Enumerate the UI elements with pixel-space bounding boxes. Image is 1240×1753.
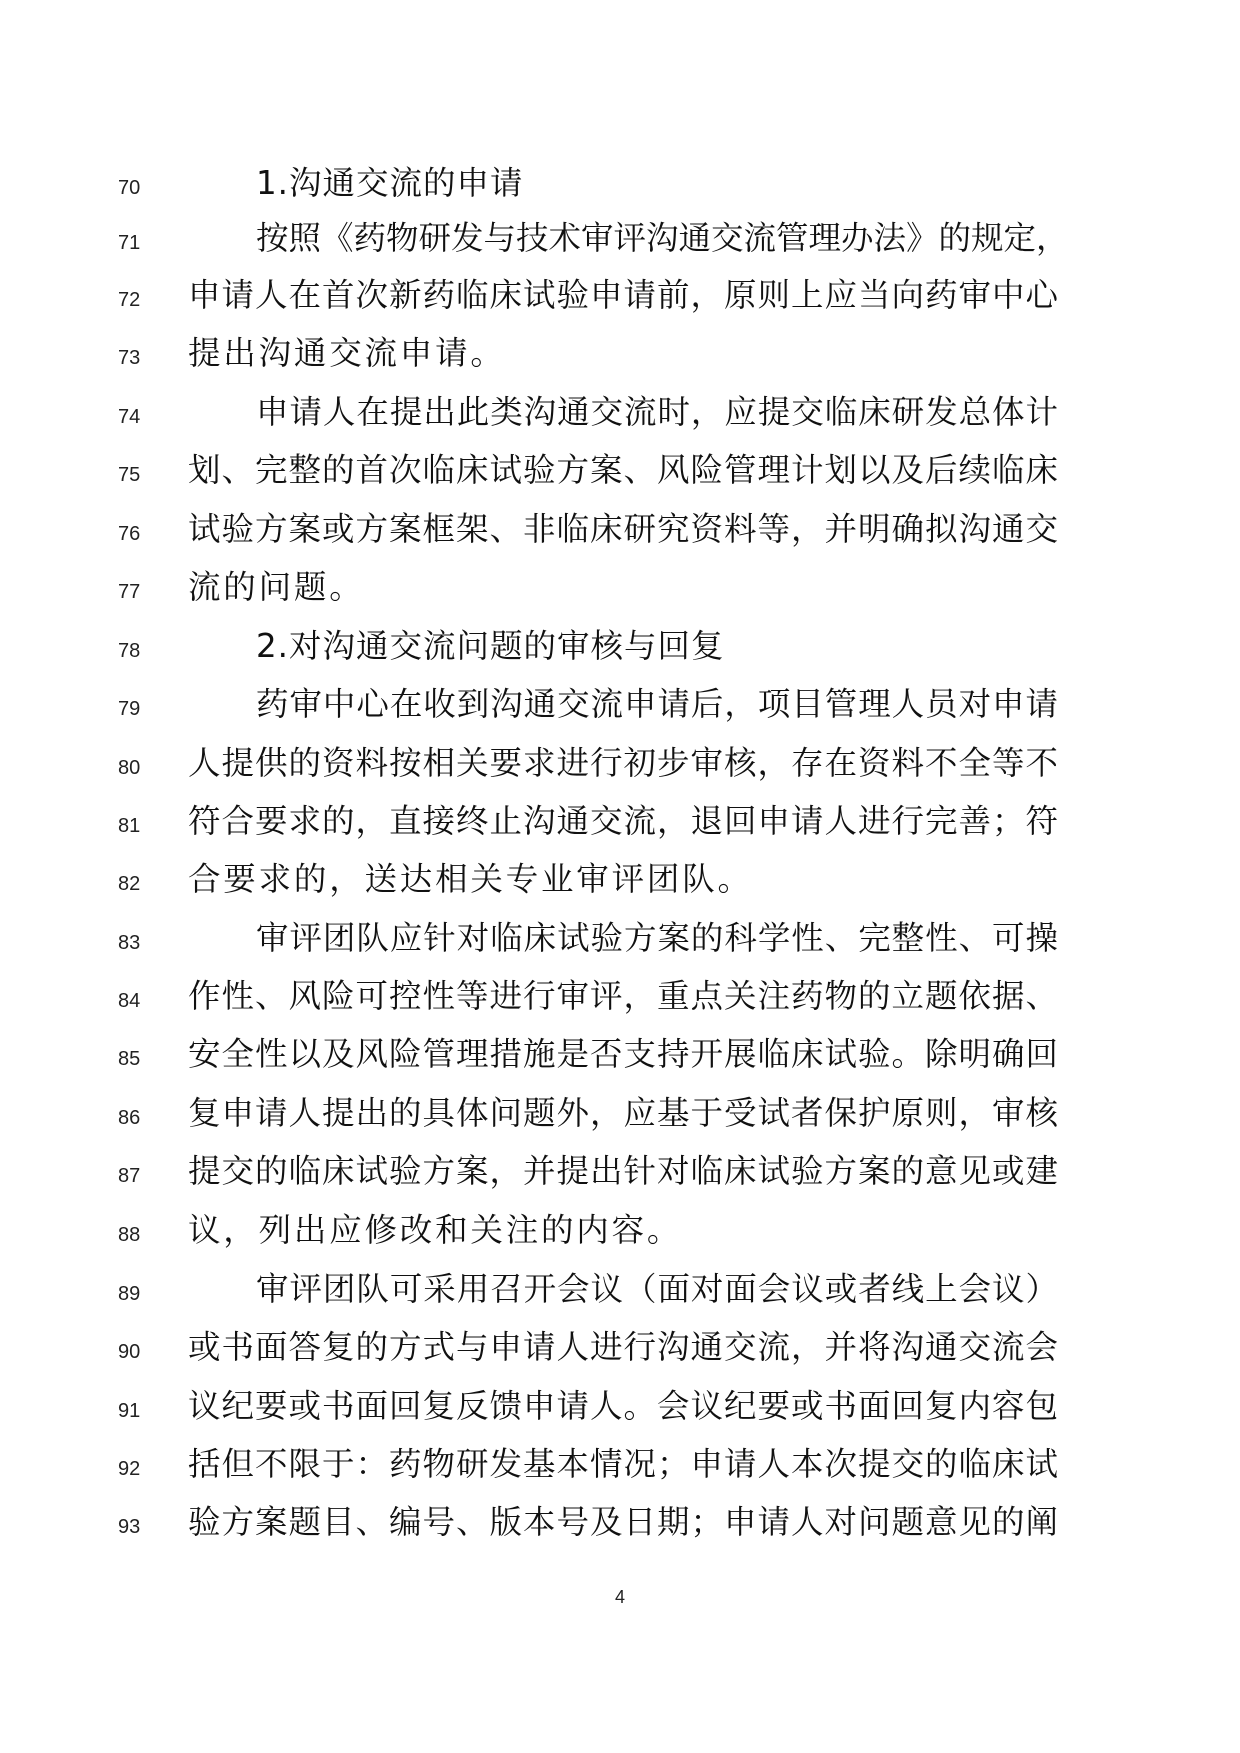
line-number: 80	[118, 757, 141, 779]
document-line-74	[0, 389, 1240, 439]
paragraph-line: 审评团队可采用召开会议（面对面会议或者线上会议）	[256, 1270, 1058, 1308]
document-line-92	[0, 1441, 1240, 1491]
line-number: 88	[118, 1224, 141, 1246]
line-number: 82	[118, 873, 141, 895]
document-line-75	[0, 447, 1240, 497]
page-number: 4	[614, 1587, 625, 1607]
document-line-80	[0, 740, 1240, 790]
line-number: 90	[118, 1341, 141, 1363]
document-line-79	[0, 681, 1240, 731]
document-line-76	[0, 506, 1240, 556]
paragraph-line: 申请人在首次新药临床试验申请前，原则上应当向药审中心	[188, 276, 1058, 314]
document-line-84	[0, 973, 1240, 1023]
document-line-77	[0, 564, 1240, 614]
line-number: 78	[118, 640, 141, 662]
line-number: 86	[118, 1107, 141, 1129]
line-number: 91	[118, 1400, 141, 1422]
paragraph-line: 作性、风险可控性等进行审评，重点关注药物的立题依据、	[188, 977, 1058, 1015]
section-heading: 1.沟通交流的申请	[256, 164, 524, 202]
paragraph-line: 议，列出应修改和关注的内容。	[188, 1211, 683, 1249]
paragraph-line: 审评团队应针对临床试验方案的科学性、完整性、可操	[256, 919, 1058, 957]
line-number: 87	[118, 1165, 141, 1187]
document-line-83	[0, 915, 1240, 965]
document-line-81	[0, 798, 1240, 848]
line-number: 72	[118, 289, 141, 311]
section-heading: 2.对沟通交流问题的审核与回复	[256, 627, 725, 665]
document-line-87	[0, 1148, 1240, 1198]
document-line-88	[0, 1207, 1240, 1257]
document-line-72	[0, 272, 1240, 322]
line-number: 81	[118, 815, 141, 837]
document-line-70	[0, 160, 1240, 210]
paragraph-line: 人提供的资料按相关要求进行初步审核，存在资料不全等不	[188, 744, 1058, 782]
paragraph-line: 复申请人提出的具体问题外，应基于受试者保护原则，审核	[188, 1094, 1058, 1132]
paragraph-line: 提交的临床试验方案，并提出针对临床试验方案的意见或建	[188, 1152, 1058, 1190]
line-number: 73	[118, 347, 141, 369]
document-line-89	[0, 1266, 1240, 1316]
paragraph-line: 流的问题。	[188, 568, 365, 606]
line-number: 84	[118, 990, 141, 1012]
line-number: 74	[118, 406, 141, 428]
line-number: 92	[118, 1458, 141, 1480]
line-number: 79	[118, 698, 141, 720]
line-number: 70	[118, 177, 141, 199]
line-number: 76	[118, 523, 141, 545]
paragraph-line: 安全性以及风险管理措施是否支持开展临床试验。除明确回	[188, 1035, 1058, 1073]
paragraph-line: 议纪要或书面回复反馈申请人。会议纪要或书面回复内容包	[188, 1387, 1058, 1425]
line-number: 77	[118, 581, 141, 603]
paragraph-line: 合要求的，送达相关专业审评团队。	[188, 860, 753, 898]
document-line-86	[0, 1090, 1240, 1140]
paragraph-line: 按照《药物研发与技术审评沟通交流管理办法》的规定，	[256, 219, 1069, 257]
line-number: 89	[118, 1283, 141, 1305]
paragraph-line: 括但不限于：药物研发基本情况；申请人本次提交的临床试	[188, 1445, 1058, 1483]
paragraph-line: 申请人在提出此类沟通交流时，应提交临床研发总体计	[256, 393, 1058, 431]
paragraph-line: 提出沟通交流申请。	[188, 334, 506, 372]
line-number: 93	[118, 1516, 141, 1538]
document-line-90	[0, 1324, 1240, 1374]
line-number: 85	[118, 1048, 141, 1070]
paragraph-line: 药审中心在收到沟通交流申请后，项目管理人员对申请	[256, 685, 1058, 723]
document-line-73	[0, 330, 1240, 380]
paragraph-line: 符合要求的，直接终止沟通交流，退回申请人进行完善；符	[188, 802, 1058, 840]
document-line-91	[0, 1383, 1240, 1433]
paragraph-line: 验方案题目、编号、版本号及日期；申请人对问题意见的阐	[188, 1503, 1058, 1541]
line-number: 83	[118, 932, 141, 954]
document-line-78	[0, 623, 1240, 673]
document-line-93	[0, 1499, 1240, 1549]
line-number: 71	[118, 232, 141, 254]
paragraph-line: 划、完整的首次临床试验方案、风险管理计划以及后续临床	[188, 451, 1058, 489]
paragraph-line: 或书面答复的方式与申请人进行沟通交流，并将沟通交流会	[188, 1328, 1058, 1366]
line-number: 75	[118, 464, 141, 486]
document-line-82	[0, 856, 1240, 906]
document-line-85	[0, 1031, 1240, 1081]
document-line-71	[0, 215, 1240, 265]
paragraph-line: 试验方案或方案框架、非临床研究资料等，并明确拟沟通交	[188, 510, 1058, 548]
